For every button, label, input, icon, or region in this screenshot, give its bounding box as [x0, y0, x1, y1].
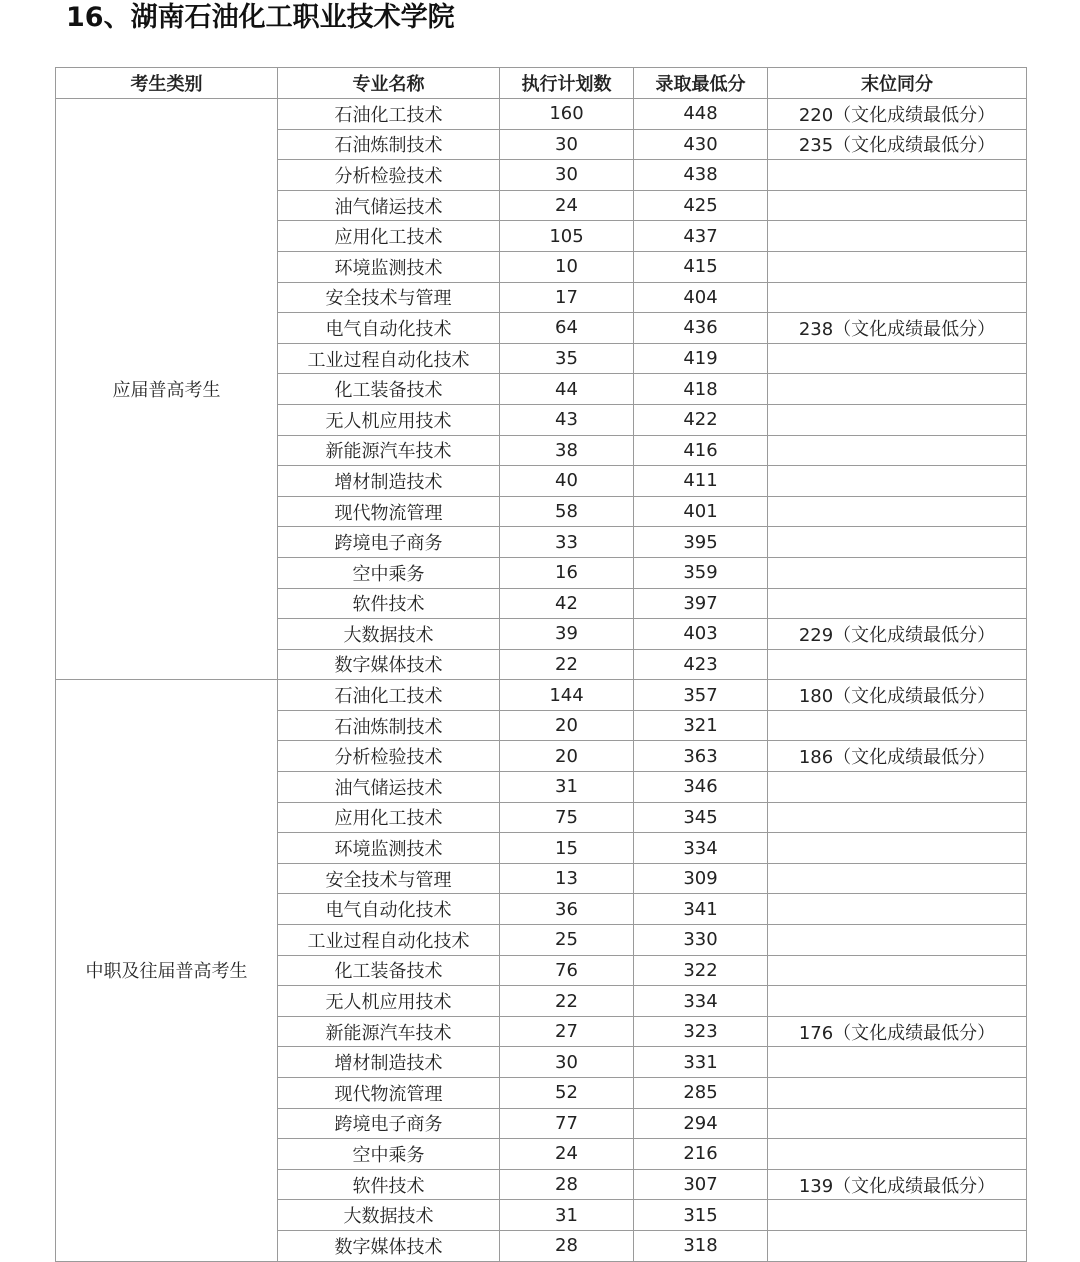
major-cell: 空中乘务: [278, 1139, 500, 1170]
tie-score-cell: [768, 527, 1027, 558]
page-title: 16、湖南石油化工职业技术学院: [66, 2, 455, 33]
major-cell: 分析检验技术: [278, 741, 500, 772]
major-cell: 数字媒体技术: [278, 1230, 500, 1261]
tie-score-cell: [768, 741, 1027, 772]
major-cell: 大数据技术: [278, 1200, 500, 1231]
major-cell: 电气自动化技术: [278, 313, 500, 344]
tie-score-cell: [768, 894, 1027, 925]
min-score-cell: 437: [634, 221, 768, 252]
plan-cell: 58: [500, 496, 634, 527]
min-score-cell: 415: [634, 251, 768, 282]
min-score-cell: 425: [634, 190, 768, 221]
major-cell: 环境监测技术: [278, 251, 500, 282]
header-major: 专业名称: [278, 68, 500, 99]
tie-score-cell: [768, 282, 1027, 313]
min-score-cell: 321: [634, 710, 768, 741]
min-score-cell: 438: [634, 160, 768, 191]
tie-score-cell: [768, 374, 1027, 405]
major-cell: 分析检验技术: [278, 160, 500, 191]
tie-score-value: 229: [798, 624, 834, 646]
min-score-cell: 403: [634, 619, 768, 650]
major-cell: 增材制造技术: [278, 1047, 500, 1078]
plan-cell: 31: [500, 1200, 634, 1231]
tie-score-cell: [768, 1200, 1027, 1231]
tie-score-cell: [768, 772, 1027, 803]
min-score-cell: 416: [634, 435, 768, 466]
tie-score-cell: [768, 680, 1027, 711]
tie-score-cell: [768, 1078, 1027, 1109]
major-cell: 石油炼制技术: [278, 710, 500, 741]
plan-cell: 75: [500, 802, 634, 833]
major-cell: 石油炼制技术: [278, 129, 500, 160]
tie-score-note: （文化成绩最低分）: [833, 1022, 996, 1044]
major-cell: 环境监测技术: [278, 833, 500, 864]
min-score-cell: 285: [634, 1078, 768, 1109]
plan-cell: 160: [500, 99, 634, 130]
category-cell: 应届普高考生: [56, 99, 278, 680]
plan-cell: 64: [500, 313, 634, 344]
major-cell: 安全技术与管理: [278, 282, 500, 313]
major-cell: 工业过程自动化技术: [278, 925, 500, 956]
min-score-cell: 294: [634, 1108, 768, 1139]
major-cell: 石油化工技术: [278, 680, 500, 711]
tie-score-cell: [768, 190, 1027, 221]
plan-cell: 22: [500, 649, 634, 680]
plan-cell: 40: [500, 466, 634, 497]
major-cell: 石油化工技术: [278, 99, 500, 130]
major-cell: 电气自动化技术: [278, 894, 500, 925]
plan-cell: 30: [500, 129, 634, 160]
plan-cell: 77: [500, 1108, 634, 1139]
tie-score-cell: [768, 710, 1027, 741]
tie-score-cell: [768, 863, 1027, 894]
plan-cell: 27: [500, 1016, 634, 1047]
tie-score-cell: [768, 343, 1027, 374]
tie-score-cell: [768, 435, 1027, 466]
tie-score-cell: [768, 129, 1027, 160]
tie-score-value: 186: [798, 747, 834, 769]
min-score-cell: 315: [634, 1200, 768, 1231]
plan-cell: 76: [500, 955, 634, 986]
min-score-cell: 322: [634, 955, 768, 986]
tie-score-value: 220: [798, 104, 834, 126]
min-score-cell: 331: [634, 1047, 768, 1078]
min-score-cell: 422: [634, 404, 768, 435]
plan-cell: 39: [500, 619, 634, 650]
major-cell: 油气储运技术: [278, 190, 500, 221]
tie-score-cell: [768, 986, 1027, 1017]
major-cell: 数字媒体技术: [278, 649, 500, 680]
plan-cell: 30: [500, 160, 634, 191]
tie-score-cell: [768, 925, 1027, 956]
plan-cell: 42: [500, 588, 634, 619]
tie-score-cell: [768, 1139, 1027, 1170]
header-category: 考生类别: [56, 68, 278, 99]
plan-cell: 144: [500, 680, 634, 711]
min-score-cell: 397: [634, 588, 768, 619]
plan-cell: 13: [500, 863, 634, 894]
tie-score-cell: [768, 1016, 1027, 1047]
admission-score-table: [55, 67, 1027, 1262]
min-score-cell: 323: [634, 1016, 768, 1047]
header-min-score: 录取最低分: [634, 68, 768, 99]
min-score-cell: 411: [634, 466, 768, 497]
plan-cell: 43: [500, 404, 634, 435]
min-score-cell: 341: [634, 894, 768, 925]
major-cell: 应用化工技术: [278, 221, 500, 252]
major-cell: 现代物流管理: [278, 496, 500, 527]
tie-score-note: （文化成绩最低分）: [833, 747, 996, 769]
major-cell: 应用化工技术: [278, 802, 500, 833]
tie-score-value: 235: [798, 135, 834, 157]
table-header-row: [56, 68, 1027, 99]
plan-cell: 15: [500, 833, 634, 864]
tie-score-note: （文化成绩最低分）: [833, 104, 996, 126]
min-score-cell: 346: [634, 772, 768, 803]
major-cell: 新能源汽车技术: [278, 435, 500, 466]
tie-score-cell: [768, 1108, 1027, 1139]
tie-score-cell: [768, 649, 1027, 680]
min-score-cell: 309: [634, 863, 768, 894]
major-cell: 跨境电子商务: [278, 1108, 500, 1139]
min-score-cell: 345: [634, 802, 768, 833]
tie-score-value: 176: [798, 1022, 834, 1044]
major-cell: 增材制造技术: [278, 466, 500, 497]
tie-score-value: 139: [798, 1175, 834, 1197]
tie-score-cell: [768, 251, 1027, 282]
major-cell: 化工装备技术: [278, 955, 500, 986]
tie-score-cell: [768, 221, 1027, 252]
table-body: [56, 99, 1027, 1262]
tie-score-cell: [768, 955, 1027, 986]
tie-score-cell: [768, 1230, 1027, 1261]
plan-cell: 35: [500, 343, 634, 374]
min-score-cell: 357: [634, 680, 768, 711]
major-cell: 软件技术: [278, 588, 500, 619]
min-score-cell: 448: [634, 99, 768, 130]
category-cell: 中职及往届普高考生: [56, 680, 278, 1261]
tie-score-cell: [768, 557, 1027, 588]
tie-score-cell: [768, 160, 1027, 191]
plan-cell: 20: [500, 710, 634, 741]
tie-score-cell: [768, 404, 1027, 435]
major-cell: 安全技术与管理: [278, 863, 500, 894]
major-cell: 无人机应用技术: [278, 404, 500, 435]
table-row: [56, 99, 1027, 130]
min-score-cell: 419: [634, 343, 768, 374]
min-score-cell: 436: [634, 313, 768, 344]
tie-score-note: （文化成绩最低分）: [833, 686, 996, 708]
tie-score-cell: [768, 496, 1027, 527]
tie-score-note: （文化成绩最低分）: [833, 135, 996, 157]
min-score-cell: 363: [634, 741, 768, 772]
plan-cell: 33: [500, 527, 634, 558]
tie-score-cell: [768, 833, 1027, 864]
major-cell: 工业过程自动化技术: [278, 343, 500, 374]
major-cell: 化工装备技术: [278, 374, 500, 405]
tie-score-cell: [768, 1047, 1027, 1078]
tie-score-cell: [768, 1169, 1027, 1200]
min-score-cell: 334: [634, 833, 768, 864]
plan-cell: 24: [500, 1139, 634, 1170]
major-cell: 新能源汽车技术: [278, 1016, 500, 1047]
tie-score-cell: [768, 466, 1027, 497]
major-cell: 油气储运技术: [278, 772, 500, 803]
header-tie-score: 末位同分: [768, 68, 1027, 99]
plan-cell: 38: [500, 435, 634, 466]
tie-score-note: （文化成绩最低分）: [833, 318, 996, 340]
min-score-cell: 330: [634, 925, 768, 956]
min-score-cell: 307: [634, 1169, 768, 1200]
table-row: [56, 680, 1027, 711]
plan-cell: 31: [500, 772, 634, 803]
min-score-cell: 404: [634, 282, 768, 313]
major-cell: 软件技术: [278, 1169, 500, 1200]
major-cell: 跨境电子商务: [278, 527, 500, 558]
min-score-cell: 216: [634, 1139, 768, 1170]
min-score-cell: 423: [634, 649, 768, 680]
major-cell: 大数据技术: [278, 619, 500, 650]
tie-score-cell: [768, 802, 1027, 833]
min-score-cell: 359: [634, 557, 768, 588]
min-score-cell: 418: [634, 374, 768, 405]
plan-cell: 28: [500, 1169, 634, 1200]
plan-cell: 22: [500, 986, 634, 1017]
tie-score-value: 180: [798, 686, 834, 708]
major-cell: 空中乘务: [278, 557, 500, 588]
plan-cell: 16: [500, 557, 634, 588]
plan-cell: 105: [500, 221, 634, 252]
min-score-cell: 318: [634, 1230, 768, 1261]
plan-cell: 28: [500, 1230, 634, 1261]
plan-cell: 44: [500, 374, 634, 405]
plan-cell: 24: [500, 190, 634, 221]
plan-cell: 52: [500, 1078, 634, 1109]
plan-cell: 17: [500, 282, 634, 313]
tie-score-value: 238: [798, 318, 834, 340]
min-score-cell: 430: [634, 129, 768, 160]
plan-cell: 10: [500, 251, 634, 282]
tie-score-note: （文化成绩最低分）: [833, 1175, 996, 1197]
min-score-cell: 401: [634, 496, 768, 527]
plan-cell: 30: [500, 1047, 634, 1078]
plan-cell: 36: [500, 894, 634, 925]
major-cell: 无人机应用技术: [278, 986, 500, 1017]
tie-score-cell: [768, 99, 1027, 130]
tie-score-note: （文化成绩最低分）: [833, 624, 996, 646]
tie-score-cell: [768, 588, 1027, 619]
min-score-cell: 395: [634, 527, 768, 558]
header-plan: 执行计划数: [500, 68, 634, 99]
plan-cell: 25: [500, 925, 634, 956]
tie-score-cell: [768, 313, 1027, 344]
tie-score-cell: [768, 619, 1027, 650]
major-cell: 现代物流管理: [278, 1078, 500, 1109]
min-score-cell: 334: [634, 986, 768, 1017]
plan-cell: 20: [500, 741, 634, 772]
